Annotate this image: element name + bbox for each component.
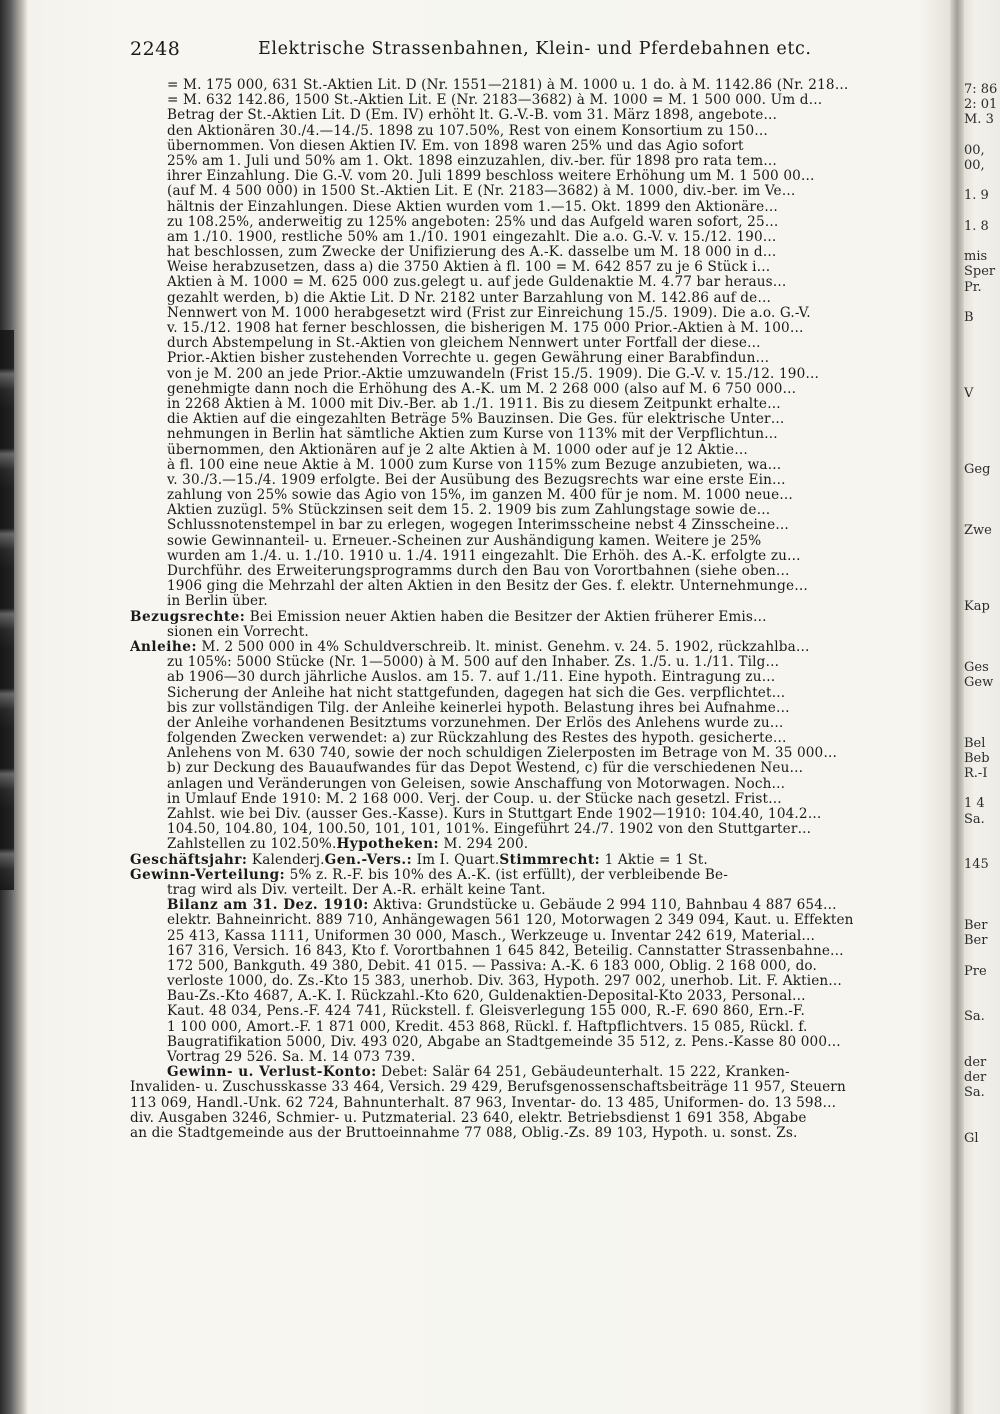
line-text: 5% z. R.-F. bis 10% des A.-K. (ist erfüllt), der verbleibende Be- (285, 867, 728, 883)
adjacent-text-fragment: 1 4 (964, 796, 985, 812)
line-text: sionen ein Vorrecht. (167, 624, 309, 640)
text-line (130, 230, 952, 245)
text-line (130, 731, 952, 746)
section-heading: Bilanz am 31. Dez. 1910: (167, 898, 369, 914)
adjacent-text-fragment: Pre (964, 963, 987, 979)
running-title: Elektrische Strassenbahnen, Klein- und Pferdebahnen etc. (258, 39, 812, 59)
text-line (130, 336, 952, 351)
text-line (130, 989, 952, 1004)
line-text: Schlussnotenstempel in bar zu erlegen, wogegen Interimsscheine nebst 4 Zinsscheine… (167, 518, 790, 534)
adjacent-text-fragment: 2: 01 (964, 97, 998, 113)
text-line (130, 974, 952, 989)
adjacent-page-fragment (964, 78, 1000, 1400)
adjacent-text-fragment: Ges (964, 659, 989, 675)
line-text: gezahlt werden, b) die Aktie Lit. D Nr. 2182 unter Barzahlung von M. 142.86 auf de… (167, 290, 772, 306)
text-line (130, 549, 952, 564)
line-text: b) zur Deckung des Bauaufwandes für das Depot Westend, c) für die verschiedenen Neu… (167, 761, 804, 777)
text-line (130, 184, 952, 199)
line-text: 1906 ging die Mehrzahl der alten Aktien in den Besitz der Ges. f. elektr. Unternehmunge… (167, 579, 808, 595)
line-text: zu 108.25%, anderweitig zu 125% angeboten: 25% und das Aufgeld waren sofort, 25… (167, 214, 779, 230)
line-text: Debet: Salär 64 251, Gebäudeunterhalt. 15 222, Kranken- (376, 1065, 790, 1081)
text-line (130, 169, 952, 184)
adjacent-text-fragment: 1. 8 (964, 218, 989, 234)
line-text: Vortrag 29 526. Sa. M. 14 073 739. (167, 1050, 416, 1065)
text-line (130, 777, 952, 792)
adjacent-text-fragment: V (964, 386, 974, 401)
adjacent-text-fragment: Ber (964, 918, 988, 933)
text-line (130, 351, 952, 366)
page-gutter (950, 0, 964, 1414)
text-line (130, 1126, 952, 1141)
section-heading: Gewinn- u. Verlust-Konto: (167, 1065, 377, 1081)
text-line (130, 458, 952, 473)
line-text: die Aktien auf die eingezahlten Beträge 5% Bauzinsen. Die Ges. für elektrische Unter… (167, 412, 785, 428)
text-line (130, 746, 952, 761)
adjacent-text-fragment: B (964, 310, 974, 325)
text-line (130, 853, 952, 868)
text-line (130, 382, 952, 397)
text-line (130, 518, 952, 533)
line-text: Aktien à M. 1000 = M. 625 000 zus.gelegt u. auf jede Guldenaktie M. 4.77 bar heraus… (167, 275, 787, 291)
section-heading: Anleihe: (130, 639, 197, 655)
line-text: = M. 175 000, 631 St.-Aktien Lit. D (Nr. 1551—2181) à M. 1000 u. 1 do. à M. 1142.86 (Nr. 218… (167, 78, 849, 93)
text-line (130, 1111, 952, 1126)
line-text: nehmungen in Berlin hat sämtliche Aktien zum Kurse von 113% mit der Verpflichtun… (167, 427, 778, 443)
line-text: 113 069, Handl.-Unk. 62 724, Bahnunterhalt. 87 963, Inventar- do. 13 485, Uniformen- do. 13 598… (130, 1095, 837, 1111)
line-text: genehmigte dann noch die Erhöhung des A.-K. um M. 2 268 000 (also auf M. 6 750 000… (167, 381, 797, 397)
text-line (130, 1080, 952, 1095)
text-line (130, 93, 952, 108)
text-line (130, 1096, 952, 1111)
text-line (130, 929, 952, 944)
text-line (130, 868, 952, 883)
line-text: trag wird als Div. verteilt. Der A.-R. erhält keine Tant. (167, 882, 546, 898)
adjacent-text-fragment: der (964, 1054, 987, 1070)
line-text: à fl. 100 eine neue Aktie à M. 1000 zum Kurse von 115% zum Bezuge anzubieten, wa… (167, 457, 782, 473)
line-text: sowie Gewinnanteil- u. Erneuer.-Scheinen zur Aushändigung kamen. Weitere je 25% (167, 533, 762, 549)
adjacent-text-fragment: 00, (964, 142, 985, 158)
text-line (130, 397, 952, 412)
line-text: hältnis der Einzahlungen. Diese Aktien wurden vom 1.—15. Okt. 1899 den Aktionäre… (167, 199, 779, 215)
text-line (130, 883, 952, 898)
text-line (130, 579, 952, 594)
section-heading: Geschäftsjahr: (130, 852, 248, 868)
text-line (130, 640, 952, 655)
line-text: hat beschlossen, zum Zwecke der Unifizierung des A.-K. dasselbe um M. 18 000 in d… (167, 245, 777, 261)
line-text: Betrag der St.-Aktien Lit. D (Em. IV) erhöht lt. G.-V.-B. vom 31. März 1898, angebote… (167, 108, 778, 124)
line-text: Baugratifikation 5000, Div. 493 020, Abgabe an Stadtgemeinde 35 512, z. Pens.-Kasse 80 000… (167, 1034, 841, 1050)
line-text: 1 Aktie = 1 St. (600, 852, 708, 868)
text-line (130, 913, 952, 928)
text-line (130, 625, 952, 640)
line-text: ihrer Einzahlung. Die G.-V. vom 20. Juli 1899 beschloss weitere Erhöhung um M. 1 500 00… (167, 169, 815, 185)
text-line (130, 154, 952, 169)
adjacent-text-fragment: Sa. (964, 1085, 985, 1101)
adjacent-text-fragment: Geg (964, 462, 991, 477)
section-heading: Gen.-Vers.: (324, 852, 413, 868)
line-text: Kalenderj. (247, 852, 325, 868)
text-line (130, 716, 952, 731)
adjacent-text-fragment: mis (964, 249, 988, 265)
text-line (130, 898, 952, 913)
text-line (130, 610, 952, 625)
line-text: Kaut. 48 034, Pens.-F. 424 741, Rückstell. f. Gleisverlegung 155 000, R.-F. 690 860, Ern.-F. (167, 1004, 805, 1020)
text-line (130, 655, 952, 670)
adjacent-text-fragment: 145 (964, 857, 989, 873)
adjacent-text-fragment: Bel (964, 735, 986, 751)
text-line (130, 78, 952, 93)
line-text: 25 413, Kassa 1111, Uniformen 30 000, Masch., Werkzeuge u. Inventar 242 619, Material… (167, 928, 816, 944)
text-line (130, 200, 952, 215)
text-line (130, 959, 952, 974)
text-line (130, 321, 952, 336)
line-text: ab 1906—30 durch jährliche Auslos. am 15. 7. auf 1./11. Eine hypoth. Eintragung zu… (167, 670, 776, 686)
text-line (130, 1004, 952, 1019)
line-text: übernommen. Von diesen Aktien IV. Em. von 1898 waren 25% und das Agio sofort (167, 138, 744, 154)
line-text: 25% am 1. Juli und 50% am 1. Okt. 1898 einzuzahlen, div.-ber. für 1898 pro rata tem… (167, 153, 778, 169)
adjacent-text-fragment: Kap (964, 598, 990, 614)
text-line (130, 534, 952, 549)
line-text: Aktien zuzügl. 5% Stückzinsen seit dem 15. 2. 1909 bis zum Zahlungstage sowie de… (167, 503, 771, 519)
section-heading: Stimmrecht: (499, 852, 601, 868)
line-text: 172 500, Bankguth. 49 380, Debit. 41 015. — Passiva: A.-K. 6 183 000, Oblig. 2 168 000, do. (167, 958, 817, 974)
text-line (130, 837, 952, 852)
text-line (130, 1020, 952, 1035)
line-text: Zahlstellen zu 102.50%. (167, 837, 337, 853)
adjacent-text-fragment: Gew (964, 674, 994, 690)
line-text: Prior.-Aktien bisher zustehenden Vorrechte u. gegen Gewährung einer Barabfindun… (167, 351, 770, 367)
text-line (130, 701, 952, 716)
line-text: in Berlin über. (167, 594, 268, 610)
line-text: v. 15./12. 1908 hat ferner beschlossen, die bisherigen M. 175 000 Prior.-Aktien à M. 100… (167, 321, 804, 336)
text-line (130, 686, 952, 701)
main-text-column (130, 78, 952, 1400)
text-line (130, 427, 952, 442)
text-line (130, 503, 952, 518)
binding-edge-marks (0, 330, 14, 890)
adjacent-text-fragment: Sa. (964, 811, 985, 827)
text-line (130, 245, 952, 260)
line-text: 167 316, Versich. 16 843, Kto f. Vorortbahnen 1 645 842, Beteilig. Cannstatter Strassenbahne… (167, 943, 844, 959)
line-text: folgenden Zwecken verwendet: a) zur Rückzahlung des Restes des hypoth. gesicherte… (167, 731, 787, 747)
line-text: v. 30./3.—15./4. 1909 erfolgte. Bei der Ausübung des Bezugsrechts war eine erste Ein… (167, 472, 786, 488)
line-text: in Umlauf Ende 1910: M. 2 168 000. Verj. der Coup. u. der Stücke nach gesetzl. Frist… (167, 791, 782, 807)
text-line (130, 944, 952, 959)
text-line (130, 275, 952, 290)
line-text: durch Abstempelung in St.-Aktien von gleichem Nennwert unter Fortfall der diese… (167, 336, 761, 352)
line-text: Durchführ. des Erweiterungsprogramms durch den Bau von Vorortbahnen (siehe oben… (167, 564, 790, 579)
line-text: div. Ausgaben 3246, Schmier- u. Putzmaterial. 23 640, elektr. Betriebsdienst 1 691 358, Abgabe (130, 1110, 807, 1126)
text-line (130, 291, 952, 306)
line-text: 104.50, 104.80, 104, 100.50, 101, 101, 101%. Eingeführt 24./7. 1902 von den Stuttgarter… (167, 822, 812, 838)
line-text: elektr. Bahneinricht. 889 710, Anhängewagen 561 120, Motorwagen 2 349 094, Kaut. u. Effekten (167, 913, 854, 929)
text-line (130, 488, 952, 503)
section-heading: Bezugsrechte: (130, 609, 246, 625)
line-text: (auf M. 4 500 000) in 1500 St.-Aktien Lit. E (Nr. 2183—3682) à M. 1000, div.-ber. im Ve… (167, 184, 796, 200)
line-text: Aktiva: Grundstücke u. Gebäude 2 994 110, Bahnbau 4 887 654… (368, 898, 837, 914)
text-line (130, 1065, 952, 1080)
adjacent-text-fragment: der (964, 1070, 987, 1085)
text-line (130, 412, 952, 427)
text-line (130, 594, 952, 609)
line-text: Bau-Zs.-Kto 4687, A.-K. I. Rückzahl.-Kto 620, Guldenaktien-Deposital-Kto 2033, Personal… (167, 989, 806, 1005)
adjacent-text-fragment: 00, (964, 158, 985, 173)
line-text: Im I. Quart. (412, 852, 500, 868)
adjacent-text-fragment: R.-I (964, 766, 988, 781)
text-line (130, 260, 952, 275)
section-heading: Hypotheken: (336, 837, 440, 853)
line-text: zahlung von 25% sowie das Agio von 15%, im ganzen M. 400 für je nom. M. 1000 neue… (167, 488, 794, 504)
text-line (130, 1035, 952, 1050)
text-line (130, 807, 952, 822)
text-line (130, 564, 952, 579)
adjacent-text-fragment: 1. 9 (964, 188, 989, 204)
adjacent-text-fragment: Sper (964, 264, 996, 280)
line-text: am 1./10. 1900, restliche 50% am 1./10. 1901 eingezahlt. Die a.o. G.-V. v. 15./12. 190… (167, 229, 777, 245)
page-number: 2248 (130, 38, 181, 60)
line-text: an die Stadtgemeinde aus der Bruttoeinnahme 77 088, Oblig.-Zs. 89 103, Hypoth. u. sonst. Zs. (130, 1125, 798, 1141)
line-text: Sicherung der Anleihe hat nicht stattgefunden, dagegen hat sich die Ges. verpflichtet… (167, 685, 786, 701)
text-line (130, 473, 952, 488)
text-line (130, 1050, 952, 1065)
line-text: = M. 632 142.86, 1500 St.-Aktien Lit. E (Nr. 2183—3682) à M. 1000 = M. 1 500 000. Um d… (167, 93, 823, 109)
text-line (130, 792, 952, 807)
line-text: wurden am 1./4. u. 1./10. 1910 u. 1./4. 1911 eingezahlt. Die Erhöh. des A.-K. erfolgte zu… (167, 548, 801, 564)
line-text: anlagen und Veränderungen von Geleisen, sowie Anschaffung von Motorwagen. Noch… (167, 776, 786, 792)
section-heading: Gewinn-Verteilung: (130, 867, 286, 883)
adjacent-text-fragment: Sa. (964, 1009, 985, 1025)
line-text: bis zur vollständigen Tilg. der Anleihe keinerlei hypoth. Belastung ihres bei Aufnahme… (167, 700, 790, 716)
line-text: Weise herabzusetzen, dass a) die 3750 Aktien à fl. 100 = M. 642 857 zu je 6 Stück i… (167, 260, 771, 276)
line-text: M. 2 500 000 in 4% Schuldverschreib. lt. minist. Genehm. v. 24. 5. 1902, rückzahlba… (196, 639, 810, 655)
text-line (130, 306, 952, 321)
text-line (130, 822, 952, 837)
line-text: Zahlst. wie bei Div. (ausser Ges.-Kasse). Kurs in Stuttgart Ende 1902—1910: 104.40, 104.2… (167, 807, 822, 822)
line-text: Invaliden- u. Zuschusskasse 33 464, Versich. 29 429, Berufsgenossenschaftsbeiträge 11 957, Steuern (130, 1080, 846, 1096)
text-line (130, 124, 952, 139)
line-text: 1 100 000, Amort.-F. 1 871 000, Kredit. 453 868, Rückl. f. Haftpflichtvers. 15 085, Rückl. f. (167, 1019, 808, 1035)
line-text: der Anleihe vorhandenen Besitztums vorzunehmen. Der Erlös des Anlehens wurde zu… (167, 715, 784, 731)
adjacent-text-fragment: Pr. (964, 279, 982, 295)
adjacent-text-fragment: 7: 86 (964, 82, 998, 97)
adjacent-text-fragment: Ber (964, 933, 988, 949)
text-line (130, 108, 952, 123)
adjacent-text-fragment: Beb (964, 750, 990, 766)
adjacent-text-fragment: Gl (964, 1130, 979, 1146)
line-text: Bei Emission neuer Aktien haben die Besitzer der Aktien früherer Emis… (245, 609, 767, 625)
text-line (130, 367, 952, 382)
line-text: zu 105%: 5000 Stücke (Nr. 1—5000) à M. 500 auf den Inhaber. Zs. 1./5. u. 1./11. Tilg… (167, 655, 780, 671)
line-text: verloste 1000, do. Zs.-Kto 15 383, unerhob. Div. 363, Hypoth. 297 002, unerhob. Lit. F. Aktien… (167, 974, 843, 990)
line-text: Anlehens von M. 630 740, sowie der noch schuldigen Zielerposten im Betrage von M. 35 000… (167, 746, 838, 762)
adjacent-text-fragment: Zwe (964, 522, 992, 538)
page-header (130, 38, 950, 68)
adjacent-text-fragment: M. 3 (964, 112, 994, 128)
line-text: in 2268 Aktien à M. 1000 mit Div.-Ber. ab 1./1. 1911. Bis zu diesem Zeitpunkt erhalte… (167, 396, 781, 412)
line-text: von je M. 200 an jede Prior.-Aktie umzuwandeln (Frist 15./5. 1909). Die G.-V. v. 15./12. 190… (167, 366, 820, 382)
text-line (130, 443, 952, 458)
text-line (130, 670, 952, 685)
line-text: übernommen, den Aktionären auf je 2 alte Aktien à M. 1000 oder auf je 12 Aktie… (167, 442, 748, 458)
line-text: Nennwert von M. 1000 herabgesetzt wird (Frist zur Einreichung 15./5. 1909). Die a.o. G.-V. (167, 305, 811, 321)
line-text: den Aktionären 30./4.—14./5. 1898 zu 107.50%, Rest von einem Konsortium zu 150… (167, 123, 769, 139)
text-line (130, 215, 952, 230)
text-line (130, 139, 952, 154)
text-line (130, 761, 952, 776)
line-text: M. 294 200. (439, 837, 529, 853)
